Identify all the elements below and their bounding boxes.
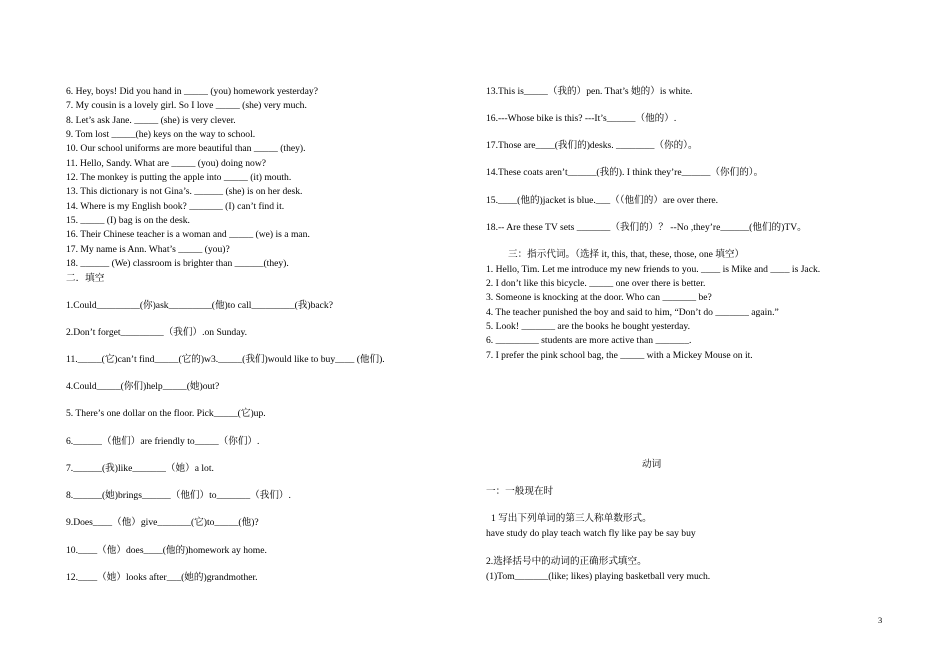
- pronoun-item: 9. Tom lost _____(he) keys on the way to school.: [66, 129, 256, 140]
- fill-item: 14.These coats aren’t______(我的). I think they’re______（你们的）。: [486, 167, 764, 178]
- page-number: 3: [878, 615, 883, 625]
- pronoun-item: 7. My cousin is a lovely girl. So I love _____ (she) very much.: [66, 100, 307, 111]
- pronoun-item: 14. Where is my English book? _______ (I) can’t find it.: [66, 201, 285, 212]
- pronoun-item: 8. Let’s ask Jane. _____ (she) is very clever.: [66, 115, 236, 126]
- pronoun-item: 16. Their Chinese teacher is a woman and _____ (we) is a man.: [66, 229, 310, 240]
- fill-item: 9.Does____（他）give_______(它)to_____(他)?: [66, 517, 259, 528]
- fill-item: 18.-- Are these TV sets _______（我们的）？ --No ,they’re______(他们的)TV。: [486, 222, 807, 233]
- section-heading: 三：指示代词。（选择 it, this, that, these, those, one 填空）: [508, 249, 745, 260]
- task-item: (1)Tom_______(like; likes) playing basketball very much.: [486, 571, 711, 582]
- fill-item: 10.____（他）does____(他的)homework ay home.: [66, 545, 267, 556]
- fill-item: 6.______（他们）are friendly to_____（你们）.: [66, 436, 260, 447]
- verb-section-title: 动词: [642, 459, 662, 470]
- pronoun-item: 12. The monkey is putting the apple into _____ (it) mouth.: [66, 172, 292, 183]
- fill-item: 15.____(他的)jacket is blue.___（（他们的）are over there.: [486, 195, 719, 206]
- demonstrative-item: 5. Look! _______ are the books he bought yesterday.: [486, 321, 690, 332]
- fill-item: 1.Could_________(你)ask_________(他)to call_________(我)back?: [66, 300, 333, 311]
- fill-item: 16.---Whose bike is this? ---It’s______（他的）.: [486, 113, 677, 124]
- task-instruction: 1 写出下列单词的第三人称单数形式。: [491, 513, 652, 524]
- task-instruction: 2.选择括号中的动词的正确形式填空。: [486, 556, 647, 567]
- demonstrative-item: 6. _________ students are more active than _______.: [486, 335, 692, 346]
- fill-item: 17.Those are____(我们的)desks. ________（你的）。: [486, 140, 698, 151]
- fill-item: 5. There’s one dollar on the floor. Pick_____(它)up.: [66, 408, 266, 419]
- demonstrative-item: 4. The teacher punished the boy and said to him, “Don’t do _______ again.”: [486, 307, 779, 318]
- fill-item: 12.____（她）looks after___(她的)grandmother.: [66, 572, 258, 583]
- fill-item: 11._____(它)can’t find_____(它的)w3._____(我们)would like to buy____ (他们).: [66, 354, 385, 365]
- fill-item: 4.Could_____(你们)help_____(她)out?: [66, 381, 220, 392]
- demonstrative-item: 7. I prefer the pink school bag, the _____ with a Mickey Mouse on it.: [486, 350, 753, 361]
- demonstrative-item: 1. Hello, Tim. Let me introduce my new friends to you. ____ is Mike and ____ is Jack.: [486, 264, 821, 275]
- pronoun-item: 10. Our school uniforms are more beautiful than _____ (they).: [66, 143, 306, 154]
- section-heading: 一：一般现在时: [486, 486, 554, 497]
- pronoun-item: 15. _____ (I) bag is on the desk.: [66, 215, 190, 226]
- section-heading: 二．填空: [66, 273, 105, 284]
- fill-item: 13.This is_____（我的）pen. That’s 她的）is white.: [486, 86, 693, 97]
- fill-item: 7.______(我)like_______（她）a lot.: [66, 463, 214, 474]
- pronoun-item: 6. Hey, boys! Did you hand in _____ (you) homework yesterday?: [66, 86, 318, 97]
- pronoun-item: 18. ______ (We) classroom is brighter than ______(they).: [66, 258, 289, 269]
- demonstrative-item: 3. Someone is knocking at the door. Who can _______ be?: [486, 292, 712, 303]
- pronoun-item: 17. My name is Ann. What’s _____ (you)?: [66, 244, 230, 255]
- demonstrative-item: 2. I don’t like this bicycle. _____ one over there is better.: [486, 278, 706, 289]
- pronoun-item: 13. This dictionary is not Gina’s. ______ (she) is on her desk.: [66, 186, 303, 197]
- pronoun-item: 11. Hello, Sandy. What are _____ (you) doing now?: [66, 158, 267, 169]
- fill-item: 8.______(她)brings______（他们）to_______（我们）.: [66, 490, 291, 501]
- fill-item: 2.Don’t forget_________（我们）.on Sunday.: [66, 327, 248, 338]
- word-list: have study do play teach watch fly like pay be say buy: [486, 528, 696, 539]
